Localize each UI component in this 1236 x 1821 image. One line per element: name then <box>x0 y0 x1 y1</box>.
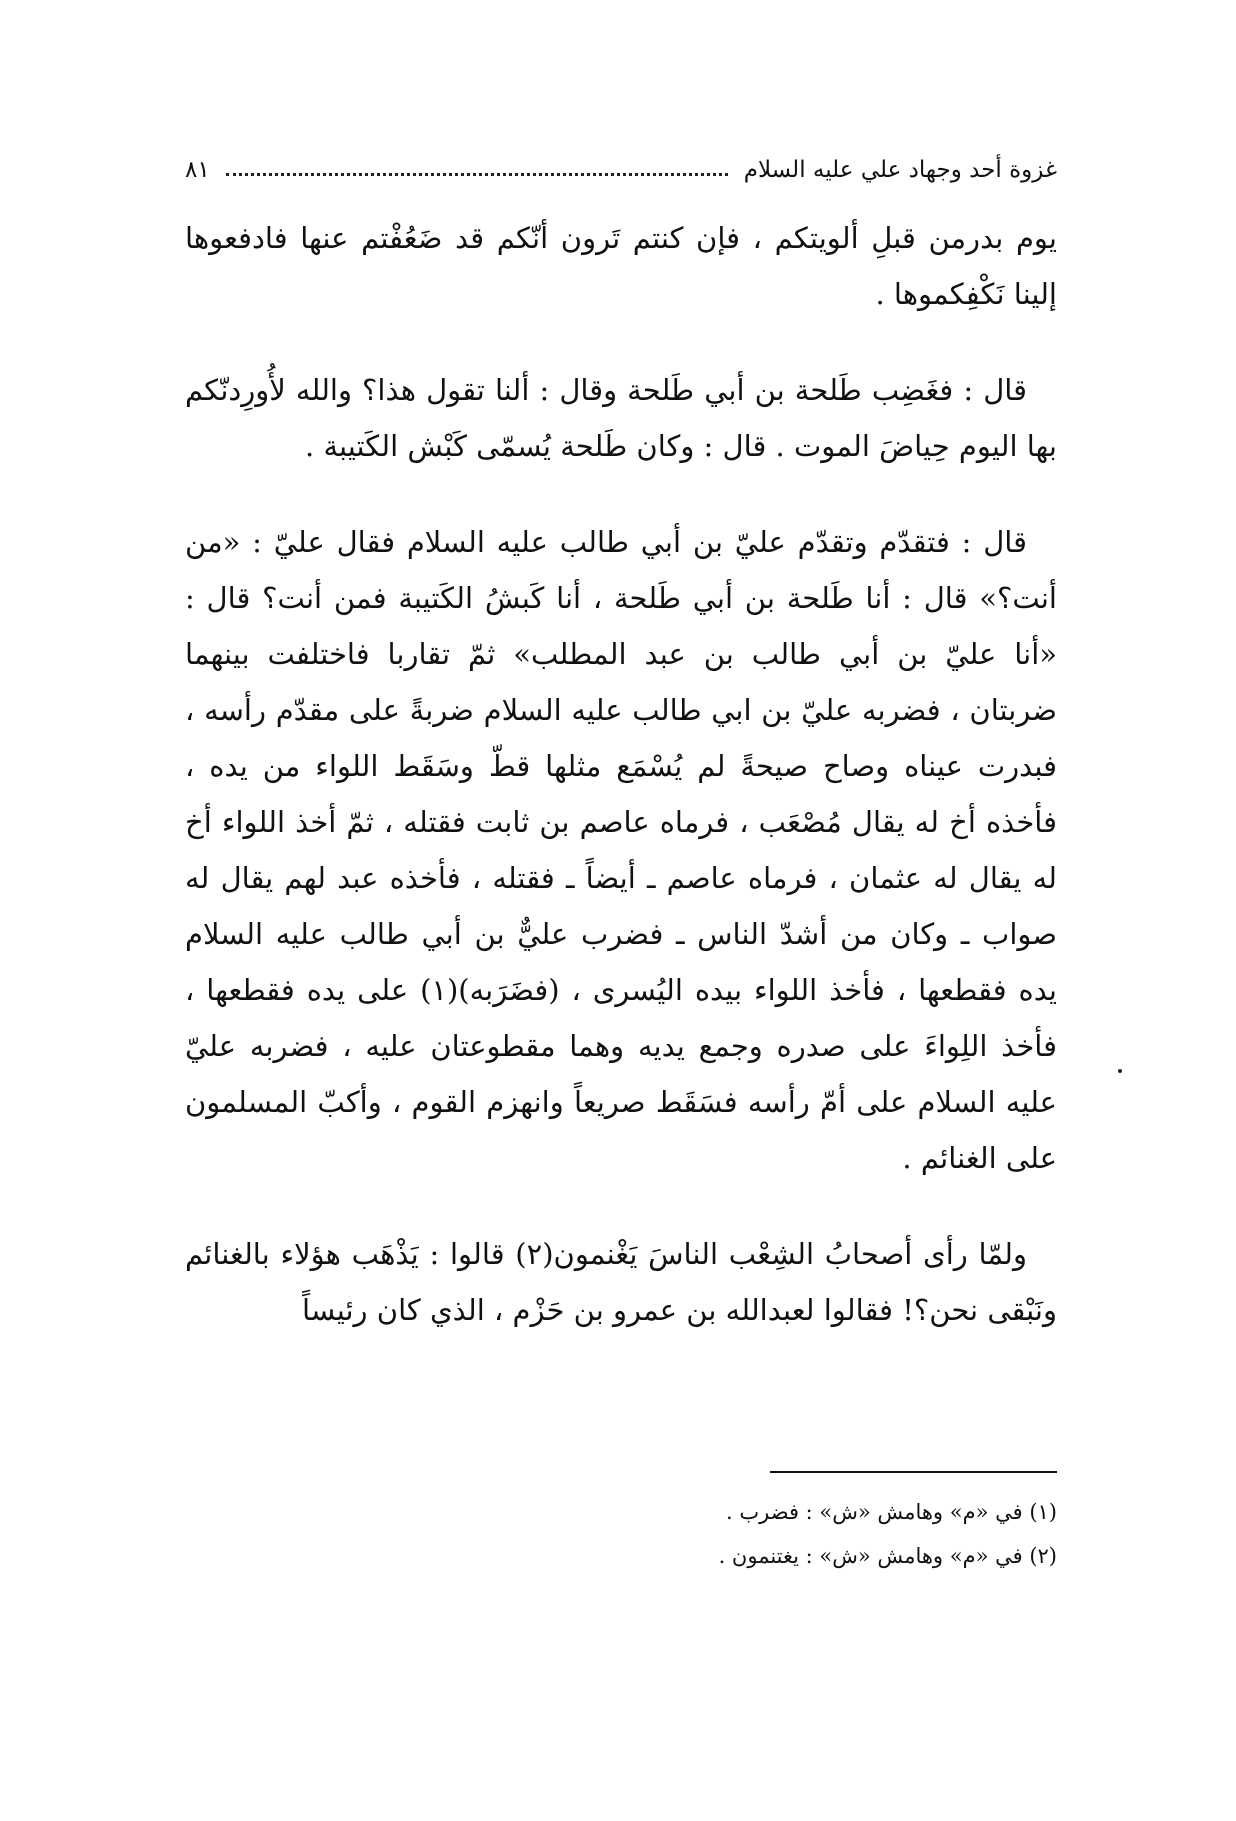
footnote: (٢) في «م» وهامش «ش» : يغتنمون . <box>718 1544 1057 1568</box>
main-text <box>185 210 1057 1378</box>
paragraph: قال : فتقدّم وتقدّم عليّ بن أبي طالب عليه السلام فقال عليّ : «من أنت؟» قال : أنا طَلحة بن أبي طَلحة ، أنا كَبشُ الكَتيبة فمن أنت؟ قال : «أنا عليّ بن أبي طالب بن عبد المطلب» ثمّ تقاربا فاختلفت بينهما ضربتان ، فضربه عليّ بن ابي طالب عليه السلام ضربةً على مقدّم رأسه ، فبدرت عيناه وصاح صيحةً لم يُسْمَع مثلها قطّ وسَقَط اللواء من يده ، فأخذه أخ له يقال مُصْعَب ، فرماه عاصم بن ثابت فقتله ، ثمّ أخذ اللواء أخ له يقال له عثمان ، فرماه عاصم ـ أيضاً ـ فقتله ، فأخذه عبد لهم يقال له صواب ـ وكان من أشدّ الناس ـ فضرب عليٌّ بن أبي طالب عليه السلام يده فقطعها ، فأخذ اللواء بيده اليُسرى ، (فضَرَبه)(١) على يده فقطعها ، فأخذ اللِواءَ على صدره وجمع يديه وهما مقطوعتان عليه ، فضربه عليّ عليه السلام على أمّ رأسه فسَقَط صريعاً وانهزم القوم ، وأكبّ المسلمون على الغنائم . <box>185 525 1057 1175</box>
margin-mark <box>1118 1069 1122 1073</box>
page-header <box>185 150 1057 190</box>
running-title: غزوة أحد وجهاد علي عليه السلام <box>743 157 1057 183</box>
footnote-divider <box>770 1471 1057 1473</box>
paragraph: يوم بدرمن قبلِ ألويتكم ، فإن كنتم تَرون أنّكم قد ضَعُفْتم عنها فادفعوها إلينا نَكْفِكموها . <box>185 221 1057 311</box>
page-number: ٨١ <box>185 157 210 183</box>
footnote: (١) في «م» وهامش «ش» : فضرب . <box>726 1500 1057 1524</box>
footnotes <box>600 1490 1057 1578</box>
paragraph: ولمّا رأى أصحابُ الشِعْب الناسَ يَغْنمون(٢) قالوا : يَذْهَب هؤلاء بالغنائم ونَبْقى نحن؟! فقالوا لعبدالله بن عمرو بن حَزْم ، الذي كان رئيساً <box>185 1237 1057 1327</box>
paragraph: قال : فغَضِب طَلحة بن أبي طَلحة وقال : ألنا تقول هذا؟ والله لأُورِدنّكم بها اليوم حِياضَ الموت . قال : وكان طَلحة يُسمّى كَبْش الكَتيبة . <box>185 373 1057 463</box>
dot-leader <box>226 173 728 176</box>
